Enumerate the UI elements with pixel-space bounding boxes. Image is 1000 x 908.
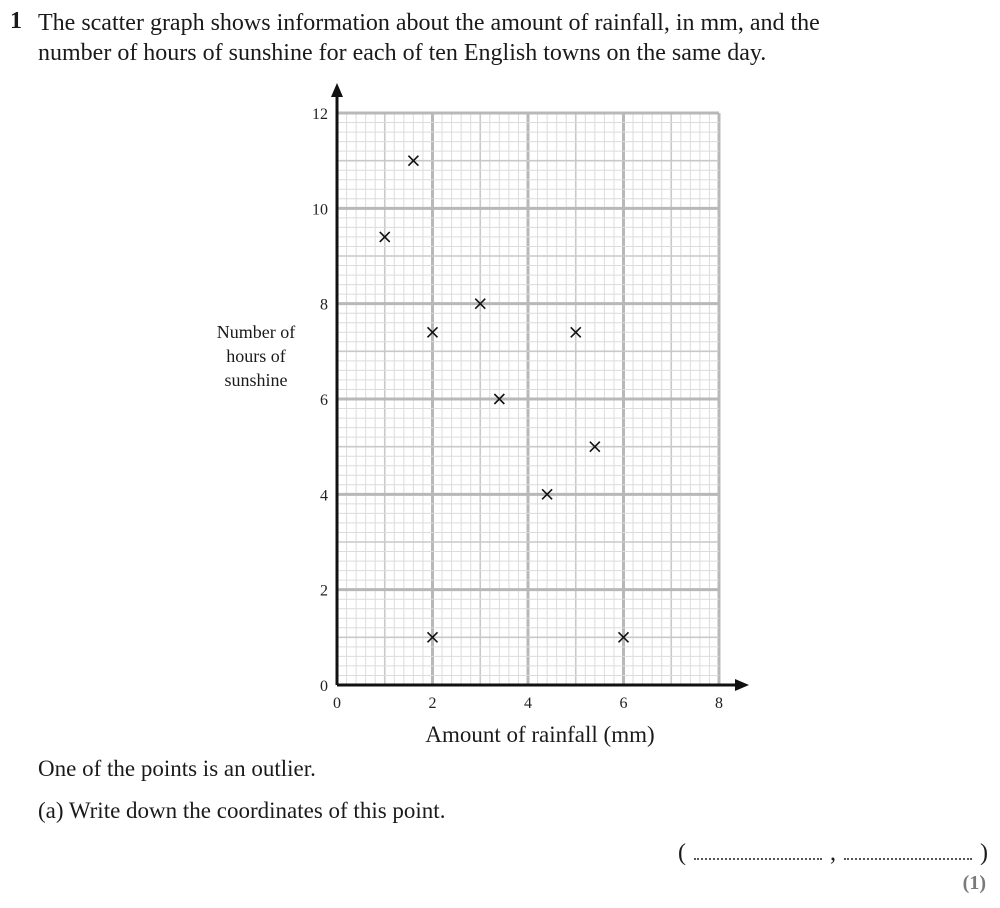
answer-open-paren: ( xyxy=(678,840,686,866)
answer-close-paren: ) xyxy=(980,840,988,866)
answer-coordinates xyxy=(678,840,988,867)
x-tick-label: 6 xyxy=(619,695,628,712)
answer-x-field[interactable] xyxy=(694,840,822,860)
x-tick-label: 2 xyxy=(428,695,437,712)
y-axis-arrow xyxy=(331,83,343,97)
x-tick-label: 8 xyxy=(715,695,723,712)
answer-y-field[interactable] xyxy=(844,840,972,860)
x-axis-arrow xyxy=(735,679,749,691)
intro-line-2: number of hours of sunshine for each of ten English towns on the same day. xyxy=(38,40,767,66)
x-axis-label: Amount of rainfall (mm) xyxy=(425,722,655,747)
outlier-statement: One of the points is an outlier. xyxy=(38,756,316,781)
y-tick-label: 4 xyxy=(320,487,328,505)
y-tick-label: 2 xyxy=(320,582,328,600)
y-tick-label: 10 xyxy=(312,201,328,219)
y-tick-label: 0 xyxy=(320,678,328,695)
y-axis-label-line-3: sunshine xyxy=(224,370,288,390)
marks-label: (1) xyxy=(962,872,986,894)
part-a-question: (a) Write down the coordinates of this point. xyxy=(38,798,446,823)
y-tick-label: 8 xyxy=(320,296,328,314)
question-number: 1 xyxy=(10,8,22,34)
answer-comma: , xyxy=(830,840,836,866)
x-tick-label: 0 xyxy=(333,695,341,712)
y-tick-label: 6 xyxy=(320,392,328,409)
y-axis-label-line-2: hours of xyxy=(226,346,286,366)
x-tick-label: 4 xyxy=(524,695,532,712)
y-axis-label-line-1: Number of xyxy=(216,322,296,342)
intro-line-1: The scatter graph shows information about the amount of rainfall, in mm, and the xyxy=(38,10,820,36)
y-tick-label: 12 xyxy=(312,106,328,123)
